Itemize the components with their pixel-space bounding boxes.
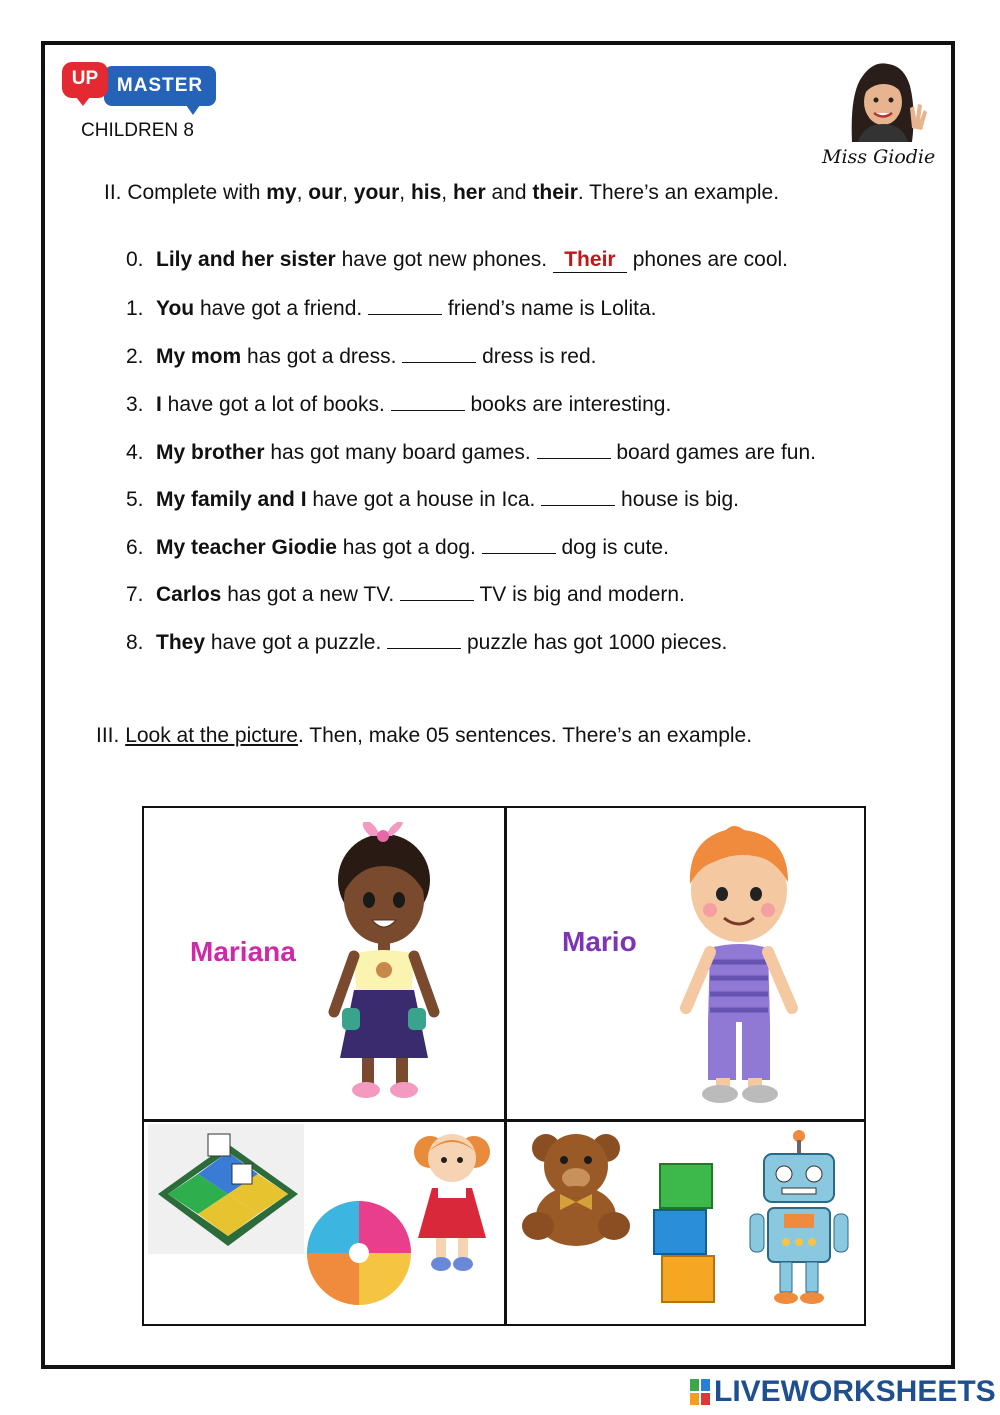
logo-master-text: MASTER <box>104 66 216 106</box>
teddy-bear-icon <box>520 1130 634 1250</box>
board-game-icon <box>148 1124 304 1254</box>
exercise-item-6: 6. My teacher Giodie has got a dog. dog is cute. <box>126 536 669 559</box>
robot-icon <box>744 1128 854 1308</box>
answer-blank[interactable] <box>541 487 615 506</box>
example-answer: Their <box>553 248 627 273</box>
exercise-item-1: 1. You have got a friend. friend’s name is Lolita. <box>126 297 657 320</box>
boy-name-label: Mario <box>562 926 637 957</box>
beach-ball-icon <box>304 1198 414 1308</box>
exercise-item-0: 0. Lily and her sister have got new phones. Their phones are cool. <box>126 248 789 271</box>
girl-name-label: Mariana <box>190 936 296 967</box>
grid-divider <box>144 1119 864 1122</box>
watermark-text: LIVEWORKSHEETS <box>714 1375 996 1408</box>
answer-blank[interactable] <box>537 440 611 459</box>
section-2-instruction: II. Complete with my, our, your, his, her and their. There’s an example. <box>104 181 780 204</box>
teacher-avatar-icon <box>838 58 928 142</box>
boy-mario-icon <box>664 822 814 1106</box>
picture-grid <box>142 806 866 1326</box>
answer-blank[interactable] <box>368 296 442 315</box>
answer-blank[interactable] <box>482 535 556 554</box>
girl-mariana-icon <box>314 822 454 1104</box>
exercise-item-7: 7. Carlos has got a new TV. TV is big and modern. <box>126 583 685 606</box>
answer-blank[interactable] <box>402 344 476 363</box>
logo-up-text: UP <box>62 62 108 98</box>
rag-doll-icon <box>404 1126 500 1276</box>
exercise-item-4: 4. My brother has got many board games. board games are fun. <box>126 441 816 464</box>
teacher-signature: Miss Giodie <box>822 146 936 168</box>
liveworksheets-watermark <box>690 1375 996 1409</box>
exercise-item-3: 3. I have got a lot of books. books are interesting. <box>126 393 672 416</box>
exercise-item-8: 8. They have got a puzzle. puzzle has got 1000 pieces. <box>126 631 728 654</box>
section-3-instruction: III. Look at the picture. Then, make 05 sentences. There’s an example. <box>96 724 753 747</box>
grid-divider <box>504 808 507 1324</box>
answer-blank[interactable] <box>391 392 465 411</box>
course-label: CHILDREN 8 <box>81 120 194 141</box>
exercise-item-2: 2. My mom has got a dress. dress is red. <box>126 345 597 368</box>
answer-blank[interactable] <box>387 630 461 649</box>
exercise-item-5: 5. My family and I have got a house in Ica. house is big. <box>126 488 739 511</box>
toy-blocks-icon <box>650 1156 726 1308</box>
liveworksheets-logo-icon <box>690 1379 710 1405</box>
answer-blank[interactable] <box>400 582 474 601</box>
